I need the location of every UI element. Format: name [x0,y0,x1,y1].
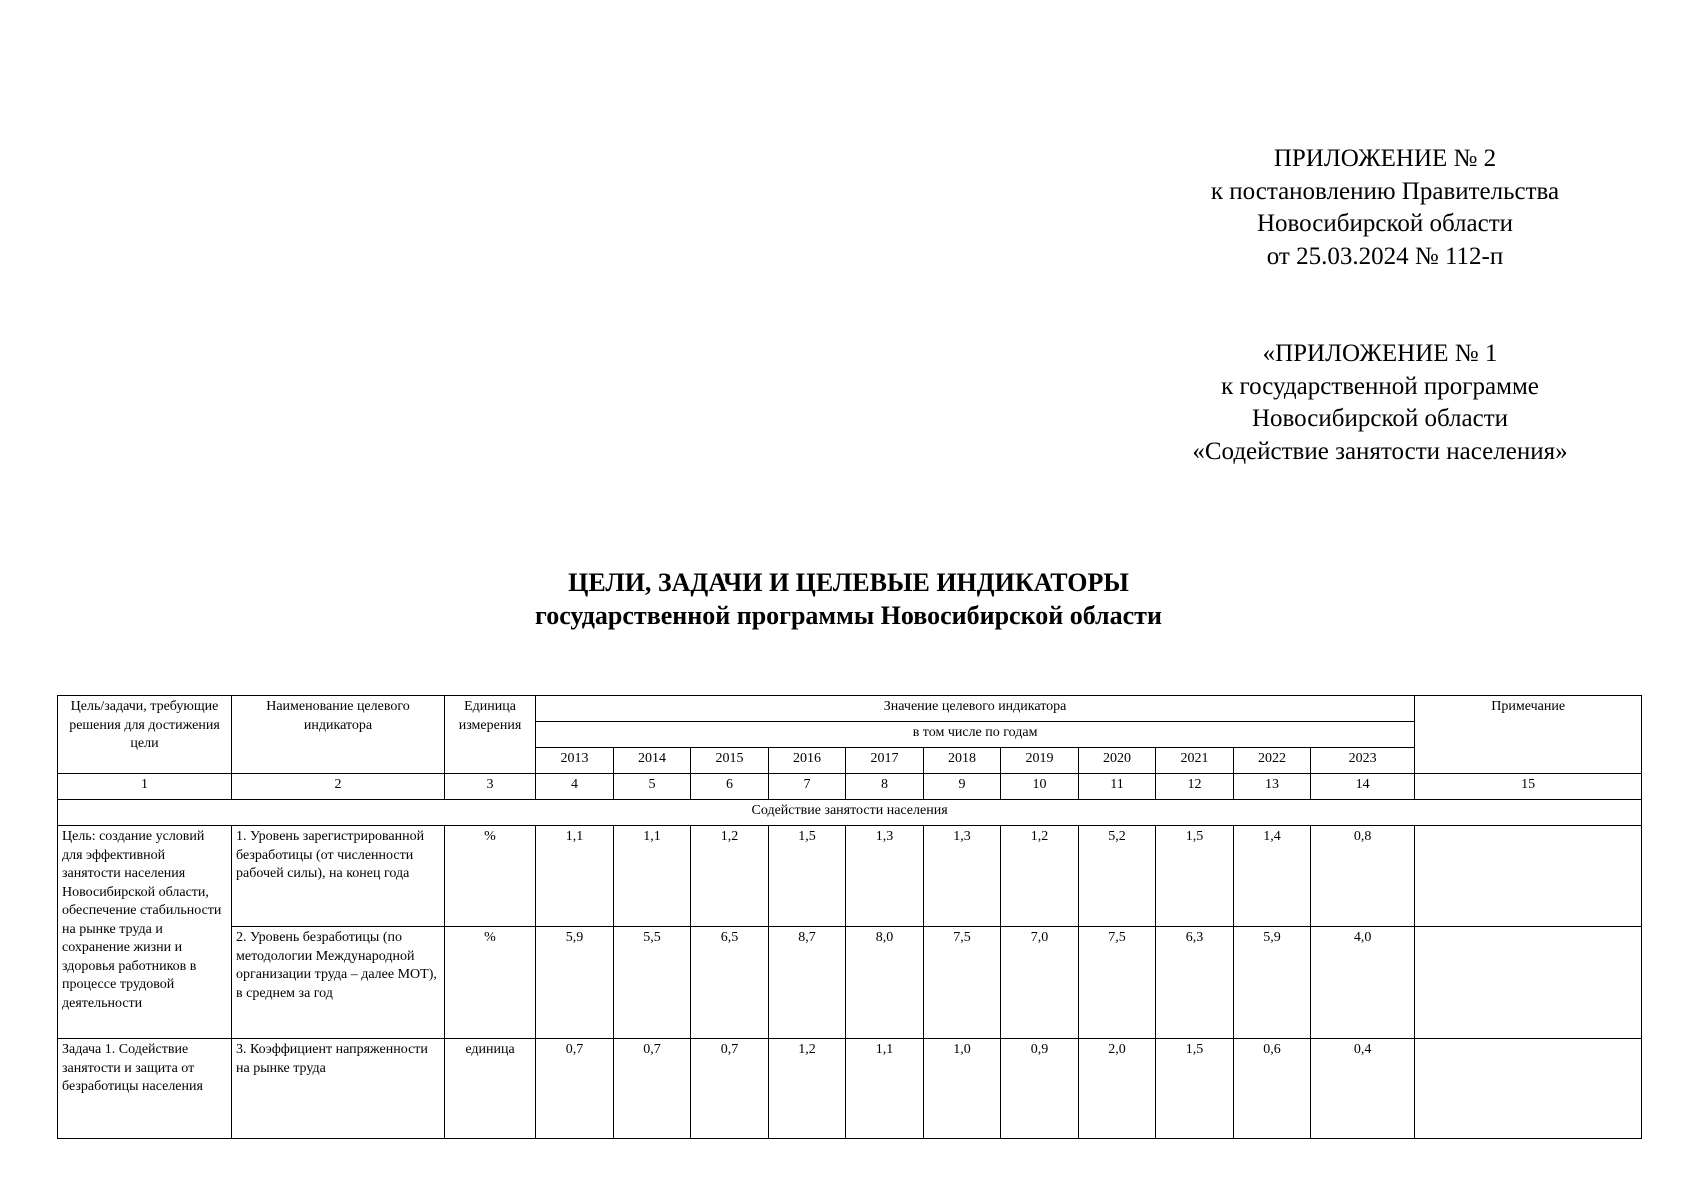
year-header: 2020 [1079,748,1156,774]
indicator-value: 2,0 [1079,1039,1156,1139]
header-goal: Цель/задачи, требующие решения для достижения цели [58,696,232,774]
header-value: Значение целевого индикатора [536,696,1415,722]
indicator-unit: единица [445,1039,536,1139]
appendix-2-line-3: Новосибирской области [1256,210,1514,237]
column-number: 2 [232,774,445,800]
indicator-note [1415,826,1642,927]
header-indicator: Наименование целевого индикатора [232,696,445,774]
column-number: 1 [58,774,232,800]
column-number: 6 [691,774,769,800]
appendix-1-block [1140,338,1620,468]
year-header: 2013 [536,748,614,774]
indicator-value: 7,0 [1001,927,1079,1039]
indicator-note [1415,1039,1642,1139]
indicator-value: 1,1 [614,826,691,927]
year-header: 2022 [1234,748,1311,774]
indicator-value: 1,2 [769,1039,846,1139]
indicator-value: 4,0 [1311,927,1415,1039]
year-header: 2019 [1001,748,1079,774]
year-header: 2014 [614,748,691,774]
indicator-value: 0,6 [1234,1039,1311,1139]
appendix-1-line-2: к государственной программе [1221,372,1539,400]
document-title-line-1: ЦЕЛИ, ЗАДАЧИ И ЦЕЛЕВЫЕ ИНДИКАТОРЫ [568,568,1129,597]
column-number: 10 [1001,774,1079,800]
indicator-note [1415,927,1642,1039]
column-number: 13 [1234,774,1311,800]
header-unit: Единица измерения [445,696,536,774]
appendix-2-line-1: ПРИЛОЖЕНИЕ № 2 [1273,145,1497,172]
year-header: 2021 [1156,748,1234,774]
indicator-value: 6,3 [1156,927,1234,1039]
section-title: Содействие занятости населения [58,800,1642,826]
indicator-name: 1. Уровень зарегистрированной безработицы (от численности рабочей силы), на конец года [232,826,445,927]
indicator-value: 5,5 [614,927,691,1039]
document-title [0,567,1697,632]
column-number: 12 [1156,774,1234,800]
indicator-name: 2. Уровень безработицы (по методологии Международной организации труда – далее МОТ), в среднем за год [232,927,445,1039]
indicator-value: 6,5 [691,927,769,1039]
indicator-value: 5,9 [1234,927,1311,1039]
indicator-value: 0,9 [1001,1039,1079,1139]
year-header: 2023 [1311,748,1415,774]
indicators-table [57,695,1642,1139]
column-number: 15 [1415,774,1642,800]
indicator-value: 1,1 [536,826,614,927]
indicator-value: 1,5 [1156,1039,1234,1139]
document-title-line-2: государственной программы Новосибирской области [535,600,1162,630]
column-numbers-row [58,774,1642,800]
indicator-name: 3. Коэффициент напряженности на рынке труда [232,1039,445,1139]
table-row [58,826,1642,927]
indicator-value: 0,7 [691,1039,769,1139]
year-header: 2016 [769,748,846,774]
indicator-value: 1,5 [1156,826,1234,927]
goal-cell: Цель: создание условий для эффективной занятости населения Новосибирской области, обеспечение стабильности на рынке труда и сохранение жизни и здоровья работников в процессе трудовой деятельности [58,826,232,1039]
indicator-value: 0,7 [614,1039,691,1139]
indicator-value: 7,5 [924,927,1001,1039]
appendix-1-line-4: «Содействие занятости населения» [1192,437,1568,465]
table-row [58,1039,1642,1139]
indicator-value: 5,9 [536,927,614,1039]
header-row-1 [58,696,1642,722]
year-header: 2018 [924,748,1001,774]
indicator-value: 8,0 [846,927,924,1039]
header-by-years: в том числе по годам [536,722,1415,748]
column-number: 5 [614,774,691,800]
appendix-2-line-4: от 25.03.2024 № 112-п [1266,242,1504,270]
indicator-value: 0,7 [536,1039,614,1139]
appendix-1-line-1: «ПРИЛОЖЕНИЕ № 1 [1262,340,1498,367]
task-cell: Задача 1. Содействие занятости и защита от безработицы населения [58,1039,232,1139]
indicator-value: 1,5 [769,826,846,927]
indicator-value: 1,1 [846,1039,924,1139]
indicator-value: 5,2 [1079,826,1156,927]
appendix-1-line-3: Новосибирской области [1251,405,1509,432]
indicator-value: 0,8 [1311,826,1415,927]
appendix-2-block [1160,143,1610,273]
column-number: 14 [1311,774,1415,800]
indicator-value: 1,4 [1234,826,1311,927]
indicator-value: 8,7 [769,927,846,1039]
header-note: Примечание [1415,696,1642,774]
column-number: 8 [846,774,924,800]
year-header: 2015 [691,748,769,774]
column-number: 7 [769,774,846,800]
appendix-2-line-2: к постановлению Правительства [1210,177,1560,205]
indicator-value: 1,2 [1001,826,1079,927]
indicator-value: 0,4 [1311,1039,1415,1139]
indicator-value: 1,3 [846,826,924,927]
indicator-unit: % [445,826,536,927]
indicator-value: 1,2 [691,826,769,927]
column-number: 9 [924,774,1001,800]
indicator-value: 7,5 [1079,927,1156,1039]
table-row [58,927,1642,1039]
column-number: 11 [1079,774,1156,800]
column-number: 4 [536,774,614,800]
column-number: 3 [445,774,536,800]
indicator-unit: % [445,927,536,1039]
section-row [58,800,1642,826]
indicator-value: 1,0 [924,1039,1001,1139]
year-header: 2017 [846,748,924,774]
indicator-value: 1,3 [924,826,1001,927]
